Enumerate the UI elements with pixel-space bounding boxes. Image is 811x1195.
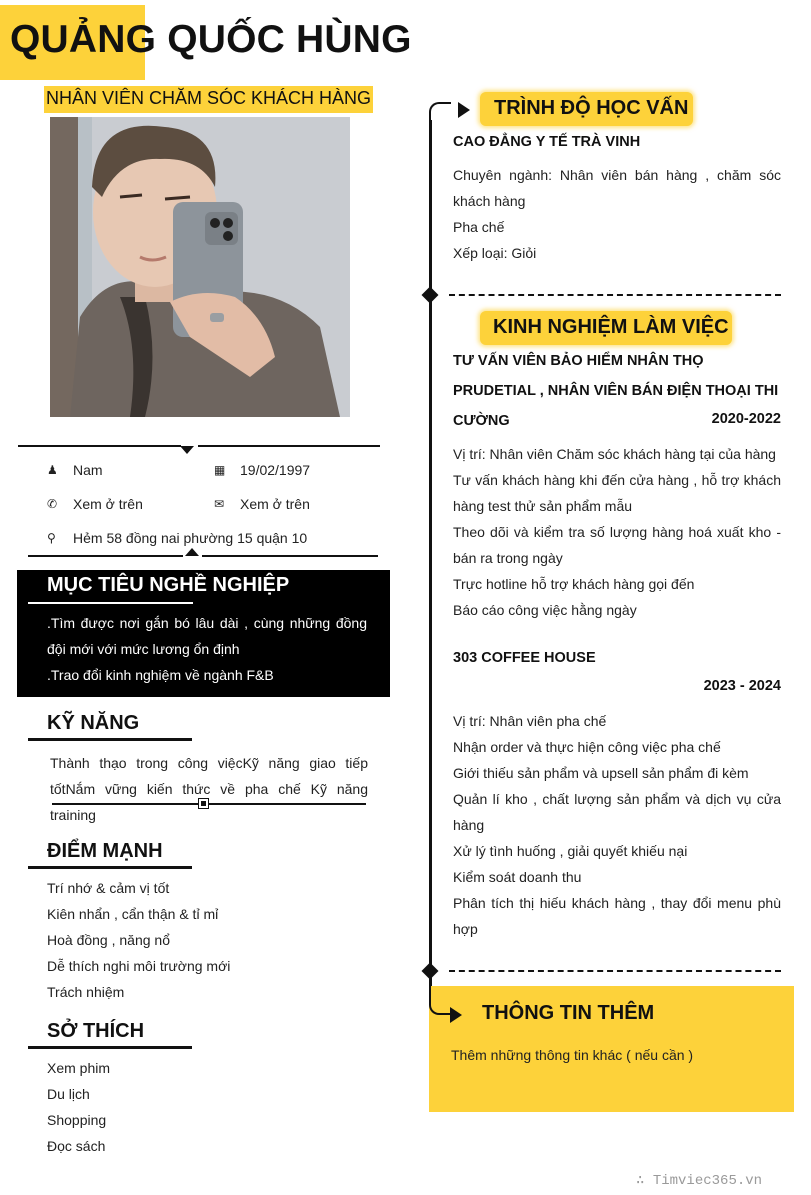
user-icon: ♟ [47, 463, 58, 477]
contact-top-line-right [198, 445, 380, 447]
contact-gender [47, 462, 103, 478]
education-line: Pha chế [453, 219, 505, 235]
strengths-title: ĐIỂM MẠNH [47, 840, 163, 862]
name-first: QUẢNG [10, 18, 157, 61]
job-line: Xử lý tình huống , giải quyết khiếu nại [453, 843, 688, 859]
job-title: NHÂN VIÊN CHĂM SÓC KHÁCH HÀNG [44, 86, 373, 113]
job-2-company: 303 COFFEE HOUSE [453, 650, 596, 666]
skill-level-knob [198, 798, 209, 809]
job-line: Theo dõi và kiểm tra số lượng hàng hoá xuất kho - bán ra trong ngày [453, 524, 781, 566]
strengths-underline [28, 866, 192, 869]
hobbies-underline [28, 1046, 192, 1049]
education-line: Chuyên ngành: Nhân viên bán hàng , chăm sóc khách hàng [453, 167, 781, 209]
objective-line-2: .Trao đổi kinh nghiệm về ngành F&B [47, 667, 274, 683]
contact-bottom-line-right [202, 555, 378, 557]
objective-text [47, 610, 367, 688]
contact-top-line-left [18, 445, 181, 447]
job-1-details [453, 441, 781, 623]
job-line: Nhận order và thực hiện công việc pha chế [453, 739, 721, 755]
job-line: Tư vấn khách hàng khi đến cửa hàng , hỗ trợ khách hàng test thử sản phẩm mẫu [453, 472, 781, 514]
strengths-list [47, 875, 230, 1005]
list-item: Hoà đồng , năng nổ [47, 932, 170, 948]
job-line: Trực hotline hỗ trợ khách hàng gọi đến [453, 576, 695, 592]
calendar-icon: ▦ [214, 463, 226, 477]
objective-title: MỤC TIÊU NGHỀ NGHIỆP [47, 574, 290, 596]
objective-underline [28, 602, 193, 604]
diamond-icon [422, 287, 439, 304]
watermark: ∴ Timviec365.vn [636, 1173, 763, 1189]
photo-illustration [50, 117, 350, 417]
timeline-curve-top [429, 102, 451, 124]
skill-level-bar [52, 803, 366, 805]
education-school: CAO ĐẲNG Y TẾ TRÀ VINH [453, 134, 641, 150]
contact-birthday [214, 462, 310, 478]
experience-title: KINH NGHIỆM LÀM VIỆC [493, 316, 729, 338]
job-2-period: 2023 - 2024 [703, 678, 781, 694]
list-item: Trách nhiệm [47, 984, 125, 1000]
arrow-right-icon [458, 102, 470, 118]
section-divider [449, 970, 781, 972]
section-divider [449, 294, 781, 296]
triangle-up-icon [185, 548, 199, 556]
triangle-down-icon [180, 446, 194, 454]
job-2-details [453, 708, 781, 942]
contact-bottom-line-left [28, 555, 183, 557]
job-1-period: 2020-2022 [711, 411, 781, 427]
map-marker-icon: ⚲ [47, 531, 56, 545]
candidate-name [10, 18, 412, 62]
envelope-icon: ✉ [214, 497, 225, 511]
phone-icon: ✆ [47, 497, 58, 511]
list-item: Du lịch [47, 1086, 90, 1102]
objective-line-1: .Tìm được nơi gắn bó lâu dài , cùng những đồng đội mới với mức lương ổn định [47, 615, 367, 657]
contact-address [47, 530, 307, 546]
list-item: Đọc sách [47, 1138, 106, 1154]
education-title: TRÌNH ĐỘ HỌC VẤN [494, 97, 689, 119]
job-line: Giới thiếu sản phẩm và upsell sản phẩm đi kèm [453, 765, 749, 781]
contact-phone [47, 496, 143, 512]
name-rest: QUỐC HÙNG [156, 18, 412, 61]
contact-email [214, 496, 310, 512]
diamond-icon [422, 963, 439, 980]
additional-title: THÔNG TIN THÊM [482, 1002, 655, 1024]
timeline-curve-bottom [429, 985, 451, 1015]
email-value[interactable]: Xem ở trên [240, 496, 310, 512]
list-item: Xem phim [47, 1060, 111, 1076]
arrow-right-icon [450, 1007, 462, 1023]
job-1-company: TƯ VẤN VIÊN BẢO HIỂM NHÂN THỌ PRUDETIAL , NHÂN VIÊN BÁN ĐIỆN THOẠI THI CƯỜNG [453, 353, 779, 429]
job-line: Báo cáo công việc hằng ngày [453, 602, 637, 618]
skills-title: KỸ NĂNG [47, 712, 140, 734]
skills-text: Thành thạo trong công việcKỹ năng giao tiếp tốtNắm vững kiến thức về pha chế Kỹ năng training [50, 755, 368, 823]
job-line: Vị trí: Nhân viên Chăm sóc khách hàng tại của hàng [453, 446, 776, 462]
birthday-value: 19/02/1997 [240, 462, 311, 478]
timeline-line [429, 120, 432, 988]
profile-photo [50, 117, 350, 417]
list-item: Shopping [47, 1112, 107, 1128]
additional-text: Thêm những thông tin khác ( nếu cần ) [451, 1047, 694, 1063]
address-value: Hẻm 58 đồng nai phường 15 quận 10 [73, 530, 308, 546]
education-details [453, 162, 781, 266]
job-line: Quản lí kho , chất lượng sản phẩm và dịch vụ cửa hàng [453, 791, 781, 833]
list-item: Kiên nhẩn , cẩn thận & tỉ mỉ [47, 906, 219, 922]
job-line: Vị trí: Nhân viên pha chế [453, 713, 607, 729]
gender-value: Nam [73, 462, 103, 478]
hobbies-list [47, 1055, 110, 1159]
education-line: Xếp loại: Giỏi [453, 245, 537, 261]
phone-value[interactable]: Xem ở trên [73, 496, 143, 512]
hobbies-title: SỞ THÍCH [47, 1020, 145, 1042]
list-item: Dễ thích nghi môi trường mới [47, 958, 231, 974]
list-item: Trí nhớ & cảm vị tốt [47, 880, 170, 896]
job-line: Kiểm soát doanh thu [453, 869, 582, 885]
skills-underline [28, 738, 192, 741]
job-line: Phân tích thị hiếu khách hàng , thay đổi menu phù hợp [453, 895, 781, 937]
